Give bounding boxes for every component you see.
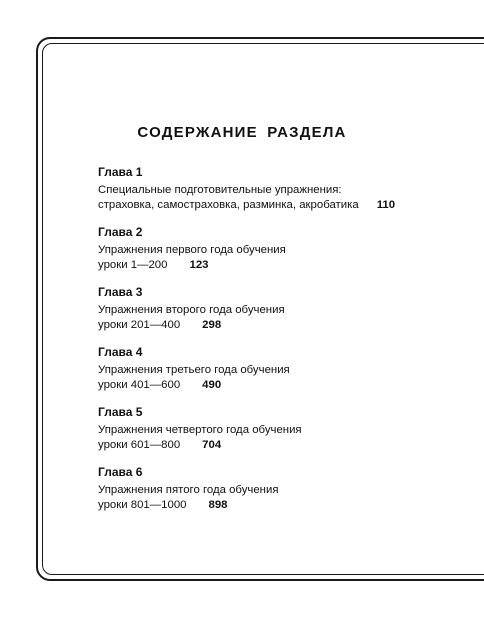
page-title: СОДЕРЖАНИЕ РАЗДЕЛА <box>137 124 347 141</box>
chapter-lessons: уроки 601—800 <box>98 438 181 451</box>
chapter-heading: Глава 1 <box>98 165 143 179</box>
chapter-heading: Глава 6 <box>98 465 143 479</box>
page-number: 898 <box>208 498 228 511</box>
chapter-3 <box>98 285 398 332</box>
page-number: 704 <box>202 438 222 451</box>
chapter-description-text: страховка, самостраховка, разминка, акробатика <box>98 198 359 211</box>
chapter-lessons-line <box>98 318 398 333</box>
table-of-contents <box>98 165 398 525</box>
chapter-4 <box>98 345 398 392</box>
chapter-heading: Глава 3 <box>98 285 143 299</box>
chapter-description: Упражнения второго года обучения <box>98 304 285 316</box>
chapter-heading: Глава 4 <box>98 345 143 359</box>
chapter-1 <box>98 165 398 212</box>
chapter-lessons-line <box>98 498 398 513</box>
chapter-lessons: уроки 801—1000 <box>98 498 187 511</box>
chapter-description: Упражнения третьего года обучения <box>98 364 290 376</box>
chapter-lessons-line <box>98 438 398 453</box>
chapter-heading: Глава 5 <box>98 405 143 419</box>
chapter-lessons: уроки 1—200 <box>98 258 168 271</box>
page-number: 110 <box>376 198 396 211</box>
chapter-description: Упражнения первого года обучения <box>98 244 286 256</box>
chapter-lessons: уроки 201—400 <box>98 318 181 331</box>
page-number: 298 <box>202 318 222 331</box>
chapter-6 <box>98 465 398 512</box>
chapter-description: Упражнения четвертого года обучения <box>98 424 302 436</box>
chapter-description-line <box>98 198 398 213</box>
chapter-2 <box>98 225 398 272</box>
page-number: 123 <box>189 258 209 271</box>
chapter-heading: Глава 2 <box>98 225 143 239</box>
chapter-description: Специальные подготовительные упражнения: <box>98 184 342 196</box>
chapter-lessons-line <box>98 378 398 393</box>
chapter-lessons-line <box>98 258 398 273</box>
chapter-lessons: уроки 401—600 <box>98 378 181 391</box>
chapter-5 <box>98 405 398 452</box>
chapter-description: Упражнения пятого года обучения <box>98 484 279 496</box>
page-number: 490 <box>202 378 222 391</box>
